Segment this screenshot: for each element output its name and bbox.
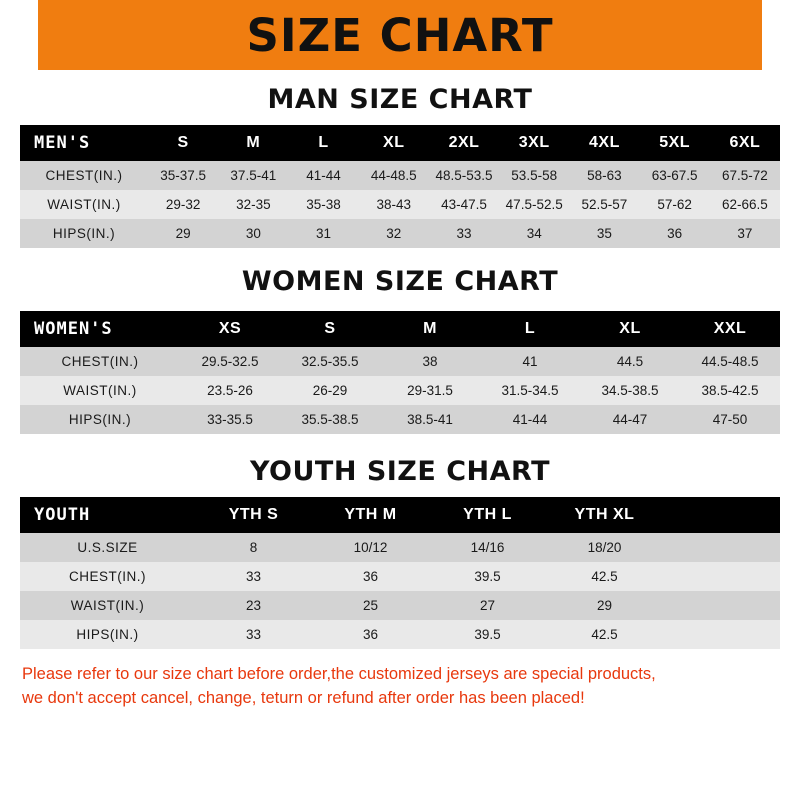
man-size-table: [20, 125, 780, 248]
table-cell: 38.5-42.5: [701, 383, 759, 398]
table-cell: 48.5-53.5: [435, 168, 493, 183]
header-band: [0, 0, 800, 70]
table-cell: 33: [245, 627, 262, 642]
table-cell: 32-35: [236, 197, 271, 212]
section-women: [0, 266, 800, 434]
table-cell-empty: [663, 562, 780, 591]
section-title-youth: YOUTH SIZE CHART: [249, 456, 551, 487]
table-cell-empty: [663, 620, 780, 649]
column-header: XXL: [713, 320, 747, 337]
table-cell: 36: [362, 569, 379, 584]
table-cell: 36: [362, 627, 379, 642]
table-cell: 32.5-35.5: [301, 354, 359, 369]
table-cell: 38-43: [376, 197, 412, 212]
table-cell: 35.5-38.5: [301, 412, 359, 427]
table-cell: 30: [245, 226, 261, 241]
table-cell: 44-47: [612, 412, 648, 427]
table-cell: 29.5-32.5: [201, 354, 259, 369]
section-youth: [0, 456, 800, 649]
table-cell: 34: [526, 226, 542, 241]
table-cell: 39.5: [474, 627, 501, 642]
table-cell: 35-37.5: [160, 168, 206, 183]
table-cell: 47.5-52.5: [505, 197, 563, 212]
table-cell: 52.5-57: [581, 197, 628, 212]
column-header: M: [246, 134, 261, 151]
table-cell: 35: [596, 226, 612, 241]
table-cell: 35-38: [306, 197, 341, 212]
table-cell: 31.5-34.5: [501, 383, 559, 398]
table-cell: 33: [456, 226, 472, 241]
footer-note-line-1: Please refer to our size chart before order,the customized jerseys are special products,: [22, 665, 656, 683]
table-cell: 42.5: [591, 627, 618, 642]
table-cell: 29-31.5: [407, 383, 453, 398]
column-header: L: [318, 134, 329, 151]
table-cell: 26-29: [312, 383, 348, 398]
row-label: CHEST(IN.): [61, 354, 139, 369]
youth-size-table: [20, 497, 780, 649]
column-header: 5XL: [659, 134, 691, 151]
table-cell: 10/12: [353, 540, 388, 555]
footer-note: [0, 649, 800, 711]
table-cell: 38.5-41: [407, 412, 453, 427]
column-header: YTH XL: [574, 506, 635, 523]
table-header-row: [20, 125, 780, 161]
table-row: [20, 219, 780, 248]
column-header: 3XL: [518, 134, 550, 151]
table-cell: 42.5: [591, 569, 618, 584]
table-cell: 8: [249, 540, 258, 555]
row-label: WAIST(IN.): [63, 383, 137, 398]
row-label: WAIST(IN.): [47, 197, 121, 212]
table-row: [20, 347, 780, 376]
table-cell: 58-63: [587, 168, 622, 183]
table-cell: 47-50: [712, 412, 748, 427]
row-label: CHEST(IN.): [69, 569, 146, 584]
footer-note-line-2: we don't accept cancel, change, teturn or refund after order has been placed!: [22, 688, 585, 707]
table-cell: 33-35.5: [207, 412, 253, 427]
table-cell-empty: [663, 591, 780, 620]
table-cell: 63-67.5: [651, 168, 698, 183]
table-cell: 29: [175, 226, 191, 241]
row-label: HIPS(IN.): [68, 412, 132, 427]
table-cell: 67.5-72: [721, 168, 768, 183]
column-header: YTH L: [463, 506, 512, 523]
column-header: L: [524, 320, 536, 337]
table-cell: 38: [422, 354, 438, 369]
table-cell: 44.5: [616, 354, 644, 369]
column-header: S: [177, 134, 189, 151]
column-header: XL: [619, 320, 641, 337]
table-row: [20, 620, 780, 649]
column-header: XS: [218, 320, 242, 337]
section-title-man: MAN SIZE CHART: [267, 84, 533, 115]
table-cell: 36: [667, 226, 683, 241]
table-header-row: [20, 311, 780, 347]
table-cell: 34.5-38.5: [601, 383, 659, 398]
table-row: [20, 376, 780, 405]
row-label: HIPS(IN.): [76, 627, 139, 642]
table-cell: 23: [245, 598, 262, 613]
table-cell: 53.5-58: [511, 168, 558, 183]
page-title: SIZE CHART: [246, 8, 554, 62]
row-label: WAIST(IN.): [70, 598, 145, 613]
row-label: HIPS(IN.): [52, 226, 116, 241]
column-header: YTH M: [344, 506, 397, 523]
table-cell: 37.5-41: [230, 168, 277, 183]
table-cell: 23.5-26: [207, 383, 253, 398]
row-label: CHEST(IN.): [45, 168, 123, 183]
row-label: U.S.SIZE: [77, 540, 138, 555]
table-cell: 41-44: [512, 412, 548, 427]
section-title-women: WOMEN SIZE CHART: [241, 266, 559, 297]
column-header: XL: [383, 134, 405, 151]
table-cell: 44.5-48.5: [701, 354, 759, 369]
table-cell: 33: [245, 569, 262, 584]
table-cell: 29: [596, 598, 613, 613]
table-cell: 25: [362, 598, 379, 613]
table-cell: 44-48.5: [370, 168, 417, 183]
table-row: [20, 161, 780, 190]
column-header: 4XL: [589, 134, 620, 151]
table-cell: 41: [522, 354, 538, 369]
column-header: YTH S: [228, 506, 279, 523]
table-cell: 39.5: [474, 569, 501, 584]
table-row: [20, 533, 780, 562]
table-cell: 29-32: [165, 197, 201, 212]
column-header: 2XL: [448, 134, 480, 151]
table-cell: 18/20: [587, 540, 622, 555]
table-cell: 57-62: [657, 197, 692, 212]
column-header-empty: [663, 497, 780, 533]
table-cell: 27: [479, 598, 496, 613]
column-header: WOMEN'S: [34, 319, 113, 339]
women-size-table: [20, 311, 780, 434]
table-cell: 14/16: [470, 540, 505, 555]
table-cell: 41-44: [306, 168, 341, 183]
table-header-row: [20, 497, 780, 533]
section-man: [0, 84, 800, 248]
column-header: M: [423, 320, 437, 337]
column-header: S: [324, 320, 336, 337]
table-row: [20, 405, 780, 434]
table-cell: 37: [737, 226, 753, 241]
table-row: [20, 562, 780, 591]
table-cell: 32: [386, 226, 402, 241]
column-header: 6XL: [729, 134, 761, 151]
table-row: [20, 591, 780, 620]
column-header: YOUTH: [34, 505, 91, 525]
table-cell: 43-47.5: [441, 197, 487, 212]
table-cell: 31: [316, 226, 332, 241]
table-cell: 62-66.5: [721, 197, 768, 212]
column-header: MEN'S: [34, 133, 91, 153]
table-row: [20, 190, 780, 219]
table-cell-empty: [663, 533, 780, 562]
